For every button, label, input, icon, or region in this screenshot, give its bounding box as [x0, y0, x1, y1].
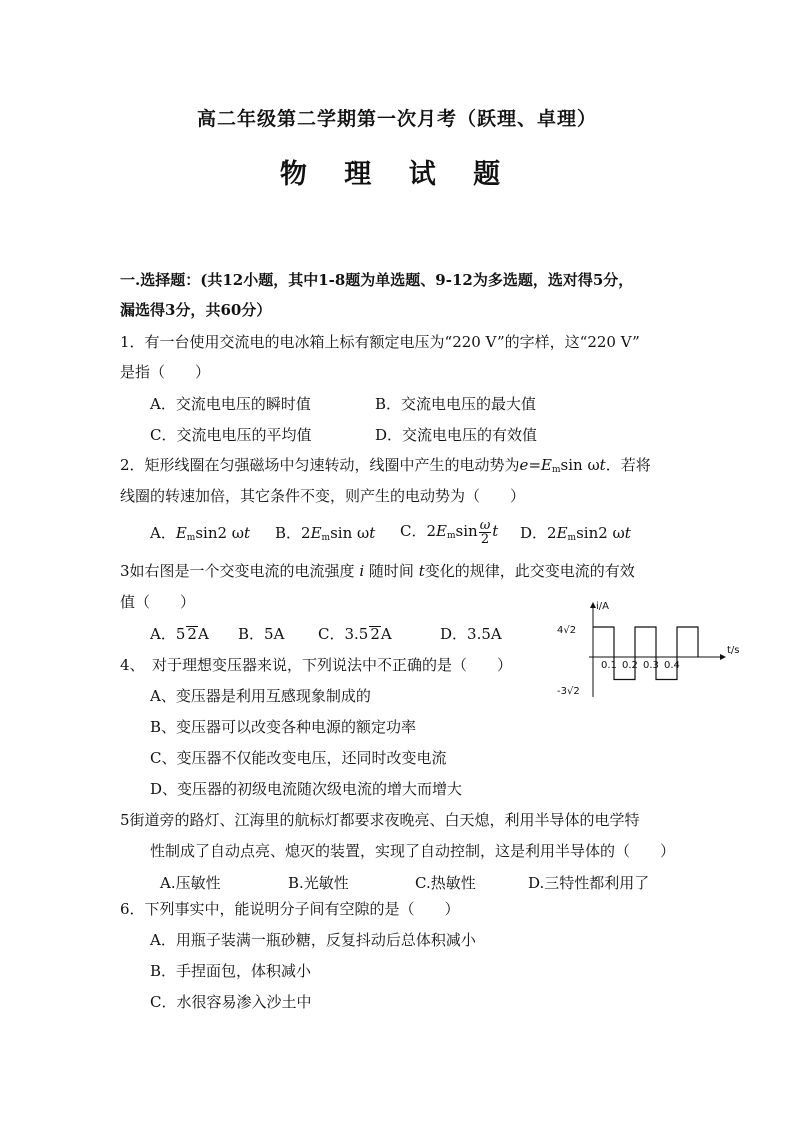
y-positive-label: 4√2: [557, 625, 577, 636]
q6-option-b: B．手捏面包，体积减小: [150, 962, 312, 980]
q2-option-d: D．$2E_m\sin 2$ ωt: [520, 524, 631, 543]
q1-option-b: B．交流电电压的最大值: [375, 395, 537, 413]
q6-stem: 6．下列事实中，能说明分子间有空隙的是（ ）: [120, 900, 460, 918]
q5-option-b: B.光敏性: [288, 874, 349, 892]
q3-stem-cont: 值（ ）: [120, 593, 196, 611]
q4-option-b: B、变压器可以改变各种电源的额定功率: [150, 718, 417, 736]
q2-option-b: B．$2E_m\sin$ ωt: [275, 524, 376, 543]
x-axis-label: t/s: [727, 645, 740, 656]
subject-title: 物 理 试 题: [279, 159, 515, 190]
q2-stem: 2．矩形线圈在匀强磁场中匀速转动，线圈中产生的电动势为$e=E_m\sin$ ωt．若将: [120, 456, 651, 475]
q5-stem: 5街道旁的路灯、江海里的航标灯都要求夜晚亮、白天熄，利用半导体的电学特: [120, 811, 640, 829]
q3-option-d: D．3.5A: [440, 625, 502, 643]
q1-option-d: D．交流电电压的有效值: [375, 426, 538, 444]
q5-option-d: D.三特性都利用了: [528, 874, 650, 892]
q4-option-d: D、变压器的初级电流随次级电流的增大而增大: [150, 780, 463, 798]
q4-option-a: A、变压器是利用互感现象制成的: [150, 687, 371, 705]
q1-stem-cont: 是指（ ）: [120, 363, 211, 381]
q6-option-c: C．水很容易渗入沙土中: [150, 993, 312, 1011]
q6-option-a: A．用瓶子装满一瓶砂糖，反复抖动后总体积减小: [150, 931, 476, 949]
q2-stem-cont: 线圈的转速加倍，其它条件不变，则产生的电动势为（ ）: [120, 487, 526, 505]
q4-option-c: C、变压器不仅能改变电压，还同时改变电流: [150, 749, 447, 767]
section-heading: 一.选择题：(共12小题，其中1-8题为单选题、9-12为多选题，选对得5分，: [120, 271, 634, 289]
q5-option-c: C.热敏性: [415, 874, 476, 892]
q3-option-c: C．3.5 2A: [318, 625, 392, 643]
q3-stem: 3如右图是一个交变电流的电流强度 i 随时间 t变化的规律，此交变电流的有效: [120, 562, 635, 580]
exam-title: 高二年级第二学期第一次月考（跃理、卓理）: [196, 108, 597, 130]
current-waveform-line: [593, 627, 698, 680]
q5-stem-cont: 性制成了自动点亮、熄灭的装置，实现了自动控制，这是利用半导体的（ ）: [150, 842, 676, 860]
q1-stem: 1．有一台使用交流电的电冰箱上标有额定电压为“220 V”的字样，这“220 V”: [120, 333, 640, 351]
q1-option-c: C．交流电电压的平均值: [150, 426, 312, 444]
q2-option-a: A．$E_m\sin 2$ ωt: [150, 524, 251, 543]
section-heading-cont: 漏选得3分，共60分）: [120, 301, 272, 319]
x-tick-label: 0.1: [601, 660, 617, 671]
q2-option-c: C．$2E_m\sin$ $\frac{\omega}{2}$ t: [400, 517, 499, 547]
x-tick-label: 0.4: [664, 660, 680, 671]
q3-option-b: B．5A: [238, 625, 285, 643]
q4-stem: 4、 对于理想变压器来说，下列说法中不正确的是（ ）: [120, 656, 513, 674]
y-negative-label: -3√2: [557, 686, 580, 697]
current-waveform-chart: [553, 597, 753, 702]
q3-option-a: A．5 2A: [150, 625, 209, 643]
y-axis-label: i/A: [596, 601, 609, 612]
x-tick-label: 0.3: [643, 660, 659, 671]
q5-option-a: A.压敏性: [160, 874, 221, 892]
x-tick-label: 0.2: [622, 660, 638, 671]
q1-option-a: A．交流电电压的瞬时值: [150, 395, 311, 413]
